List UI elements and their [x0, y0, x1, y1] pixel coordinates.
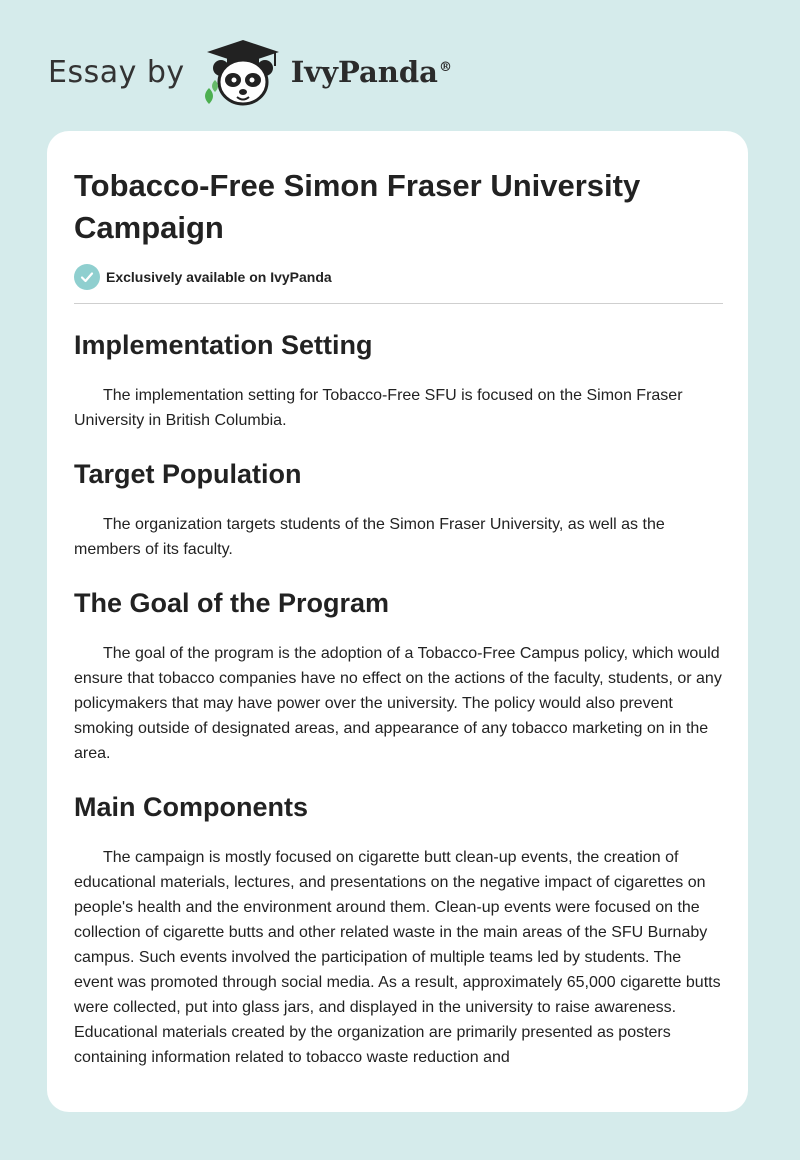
brand-header[interactable]: [48, 36, 452, 108]
section-text-components: The campaign is mostly focused on cigarette butt clean-up events, the creation of educational materials, lectures, and presentations on the negative impact of cigarettes on people's health and the environment around them. Clean-up events were focused on the collection of cigarette butts and other related waste in the main areas of the SFU Burnaby campus. Such events involved the participation of multiple teams led by students. The event was promoted through social media. As a result, approximately 65,000 cigarette butts were collected, put into glass jars, and displayed in the university to raise awareness. Educational materials created by the organization are primarily presented as posters containing information related to tobacco waste reduction and: [74, 849, 721, 1066]
registered-mark: ®: [438, 60, 452, 76]
brand-prefix: Essay by: [48, 54, 185, 90]
divider: [74, 303, 723, 304]
section-heading-implementation: Implementation Setting: [74, 330, 373, 360]
essay-card: [47, 131, 748, 1112]
section-heading-goal: The Goal of the Program: [74, 588, 390, 618]
check-icon: [74, 264, 100, 290]
badge-label: Exclusively available on IvyPanda: [106, 269, 332, 285]
section-heading-components: Main Components: [74, 792, 308, 822]
section-text-target: The organization targets students of the Simon Fraser University, as well as the members of its faculty.: [74, 516, 665, 558]
section-text-implementation: The implementation setting for Tobacco-Free SFU is focused on the Simon Fraser University in British Columbia.: [74, 387, 683, 429]
page-title: Tobacco-Free Simon Fraser University Campaign: [74, 168, 641, 245]
essay-content: [74, 165, 723, 1070]
panda-logo-icon: [199, 36, 287, 108]
exclusive-badge: [74, 264, 723, 290]
section-heading-target: Target Population: [74, 459, 302, 489]
brand-name: IvyPanda®: [290, 55, 452, 89]
section-text-goal: The goal of the program is the adoption of a Tobacco-Free Campus policy, which would ensure that tobacco companies have no effect on the actions of the faculty, students, or any policymakers that may have power over the university. The policy would also prevent smoking outside of designated areas, and appearance of any tobacco marketing on in the area.: [74, 645, 722, 762]
